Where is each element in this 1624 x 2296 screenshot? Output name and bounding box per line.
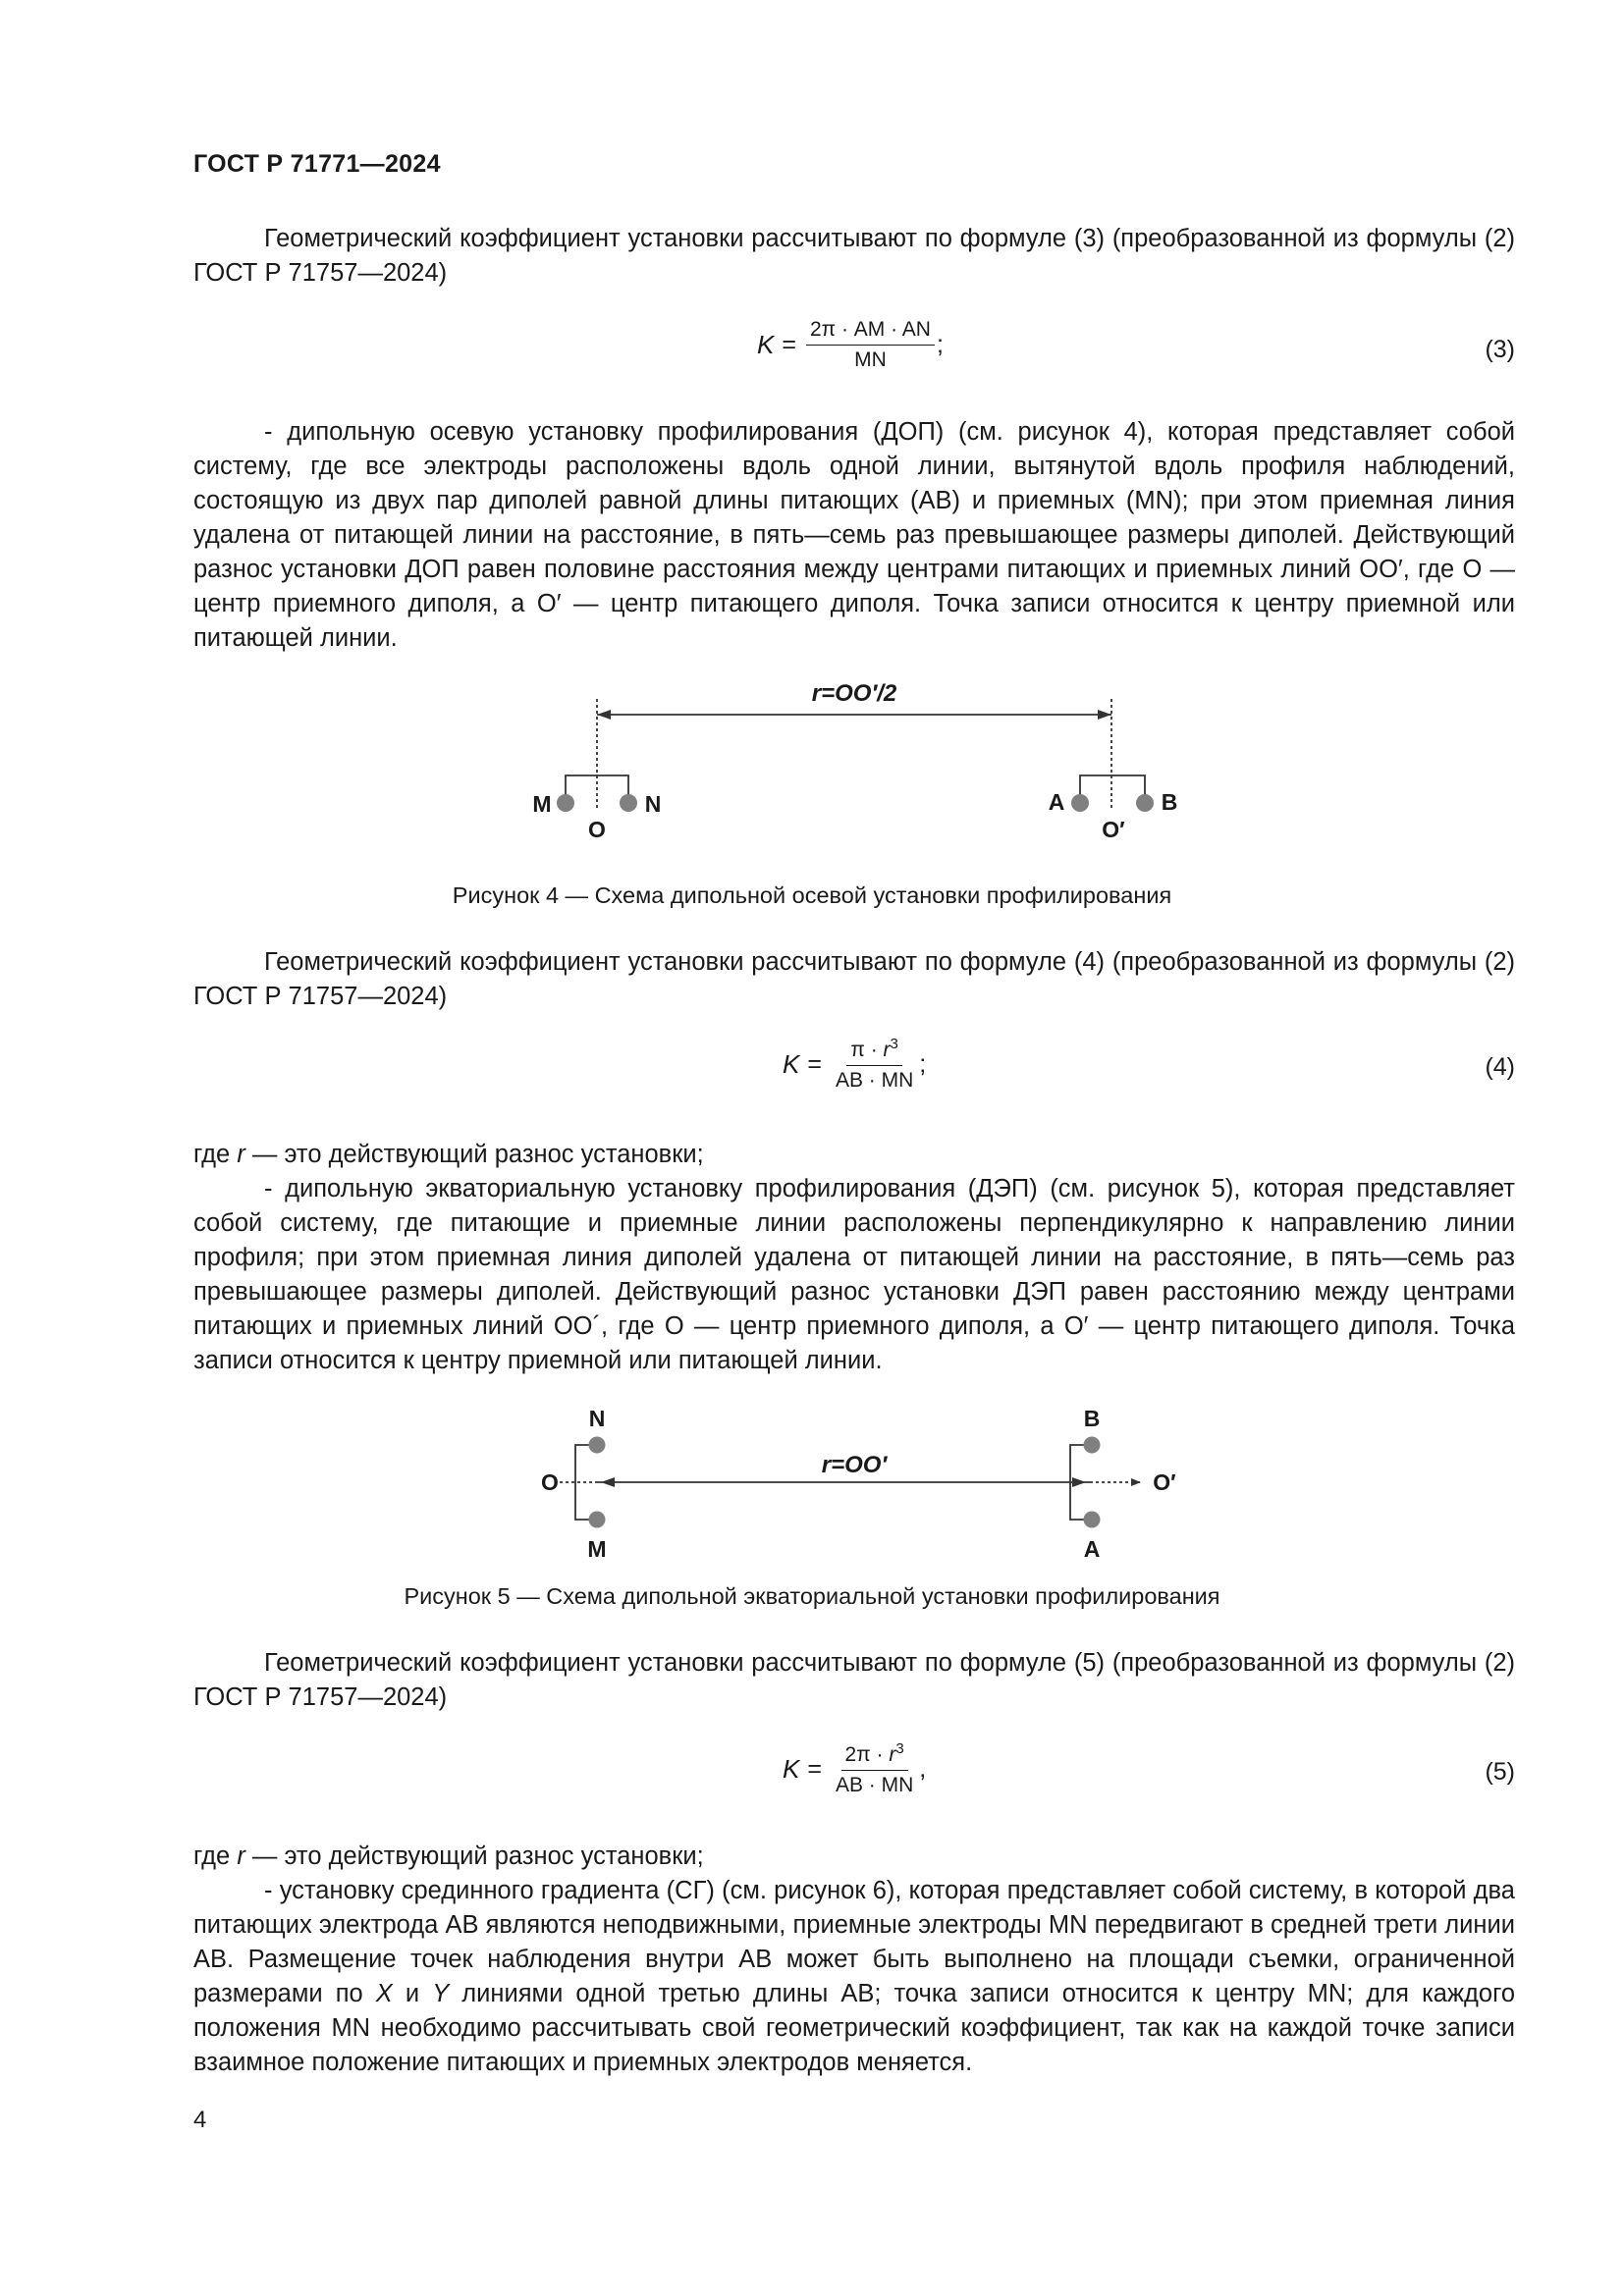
formula-4-num-prefix: π · (850, 1039, 884, 1061)
paragraph-7 (193, 1840, 1515, 2080)
page-number: 4 (193, 2107, 207, 2133)
formula-3-numerator: 2π · AM · AN (806, 318, 935, 346)
paragraph-7-pre: где (193, 1842, 238, 1870)
formula-4-num-exp: 3 (890, 1036, 898, 1052)
label-b: B (1161, 789, 1178, 815)
paragraph-3-text: Геометрический коэффициент установки рассчитывают по формуле (4) (преобразованной из формулы (2) ГОСТ Р 71757—2024) (193, 948, 1515, 1010)
formula-3-number: (3) (1485, 336, 1515, 363)
formula-5-num-prefix: 2π · (844, 1743, 890, 1766)
label-o-prime: O′ (1102, 817, 1125, 842)
figure-5-diagram (520, 1402, 1208, 1569)
formula-4-num-var: r (883, 1039, 891, 1061)
label-a-eq: A (1083, 1536, 1101, 1562)
paragraph-7-var: r (237, 1842, 245, 1870)
formula-3-punct: ; (936, 331, 944, 358)
formula-5 (193, 1740, 1515, 1809)
paragraph-5-text: - дипольную экваториальную установку профилирования (ДЭП) (см. рисунок 5), которая представляет собой систему, где питающие и приемные линии расположены перпендикулярно к направлению линии профиля; при этом приемная линия диполей удалена от питающей линии на расстояние, в пять—семь раз превышающее размеры диполей. Действующий разнос установки ДЭП равен расстоянию между центрами питающих и приемных линий OO´, где O — центр приемного диполя, а O′ — центр питающего диполя. Точка записи относится к центру приемной или питающей линии. (193, 1175, 1515, 1374)
paragraph-8-part-a: - установку срединного градиента (СГ) (см. рисунок 6), которая представляет собой систему, в которой два питающих электрода AB являются неподвижными, приемные электроды MN передвигают в средней трети линии AB. Размещение точек наблюдения внутри AB может быть выполнено на площади съемки, ограниченной размерами по (193, 1877, 1515, 2007)
electrode-a-eq (1084, 1512, 1101, 1528)
label-n-eq: N (588, 1406, 606, 1431)
formula-5-punct: , (919, 1754, 927, 1783)
formula-4-number: (4) (1485, 1053, 1515, 1081)
figure-4-caption: Рисунок 4 — Схема дипольной осевой установки профилирования (452, 882, 1172, 908)
figure-4-arrow-right (1098, 710, 1111, 720)
paragraph-7-post: — это действующий разнос установки; (244, 1842, 704, 1870)
paragraph-4-post: — это действующий разнос установки; (244, 1141, 704, 1168)
label-m-eq: M (587, 1536, 607, 1562)
document-header: ГОСТ Р 71771—2024 (193, 150, 441, 178)
figure-5-arrow-right (1072, 1477, 1086, 1487)
electrode-b (1136, 794, 1154, 812)
paragraph-1 (193, 222, 1515, 291)
formula-4-expression (783, 1036, 926, 1093)
paragraph-8-y: Y (432, 1980, 450, 2007)
label-n: N (644, 791, 662, 817)
formula-5-equals: = (807, 1754, 822, 1783)
formula-4-numerator (846, 1036, 902, 1066)
formula-4-punct: ; (919, 1049, 927, 1078)
paragraph-4-pre: где (193, 1141, 238, 1168)
label-b-eq: B (1083, 1406, 1101, 1431)
label-a: A (1048, 789, 1065, 815)
paragraph-8-part-b: линиями одной третью длины AB; точка записи относится к центру MN; для каждого положения MN необходимо рассчитывать свой геометрический коэффициент, так как на каждой точке записи взаимное положение питающих и приемных электродов меняется. (193, 1980, 1516, 2076)
paragraph-8-text (193, 1874, 1515, 2080)
figure-5-caption: Рисунок 5 — Схема дипольной экваториальной установки профилирования (404, 1583, 1220, 1609)
figure-4-distance-label: r=OO′/2 (811, 680, 897, 707)
formula-3-fraction (806, 318, 935, 372)
formula-5-numerator (841, 1740, 908, 1771)
paragraph-3 (193, 945, 1515, 1014)
figure-4-source-bracket (1080, 775, 1145, 797)
paragraph-1-text: Геометрический коэффициент установки рассчитывают по формуле (3) (преобразованной из формулы (2) ГОСТ Р 71757—2024) (193, 225, 1515, 287)
paragraph-2 (193, 415, 1515, 656)
formula-3-equals: = (782, 331, 796, 358)
electrode-m-eq (589, 1512, 606, 1528)
figure-4-arrow-left (597, 710, 611, 720)
paragraph-7-text (193, 1840, 1515, 1874)
figure-5-arrow-left (601, 1477, 615, 1487)
formula-3-denominator: MN (854, 348, 887, 371)
formula-5-fraction (832, 1740, 917, 1797)
formula-4-fraction (832, 1036, 917, 1093)
paragraph-4 (193, 1138, 1515, 1378)
paragraph-8-x: X (375, 1980, 393, 2007)
electrode-n-eq (589, 1437, 606, 1454)
paragraph-6-text: Геометрический коэффициент установки рассчитывают по формуле (5) (преобразованной из формулы (2) ГОСТ Р 71757—2024) (193, 1649, 1515, 1711)
paragraph-8-mid: и (392, 1980, 433, 2007)
formula-4 (193, 1036, 1515, 1104)
electrode-n (620, 794, 637, 812)
electrode-m (557, 794, 574, 812)
formula-4-denominator: AB · MN (835, 1069, 914, 1092)
paragraph-6 (193, 1646, 1515, 1715)
formula-3 (193, 318, 1515, 387)
label-o: O (588, 817, 606, 842)
formula-5-number: (5) (1485, 1758, 1515, 1786)
label-o-prime-eq: O′ (1153, 1469, 1176, 1495)
figure-5-arrow-out (1131, 1478, 1141, 1486)
formula-4-equals: = (807, 1049, 822, 1078)
label-m: M (532, 791, 552, 817)
formula-5-num-var: r (889, 1743, 896, 1766)
formula-5-num-exp: 3 (895, 1740, 904, 1757)
paragraph-2-text: - дипольную осевую установку профилирования (ДОП) (см. рисунок 4), которая представляет собой систему, где все электроды расположены вдоль одной линии, вытянутой вдоль профиля наблюдений, состоящую из двух пар диполей равной длины питающих (AB) и приемных (MN); при этом приемная линия удалена от питающей линии на расстояние, в пять—семь раз превышающее размеры диполей. Действующий разнос установки ДОП равен половине расстояния между центрами питающих и приемных линий OO′, где O — центр приемного диполя, а O′ — центр питающего диполя. Точка записи относится к центру приемной или питающей линии. (193, 418, 1515, 652)
formula-4-lhs: K (783, 1048, 800, 1079)
paragraph-4-text (193, 1138, 1515, 1172)
formula-3-expression (757, 318, 944, 372)
label-o-eq: O (541, 1469, 559, 1495)
paragraph-4-var: r (237, 1141, 245, 1168)
formula-3-lhs: K (757, 330, 775, 359)
figure-5-distance-label: r=OO′ (821, 1452, 888, 1478)
formula-5-denominator: AB · MN (835, 1774, 914, 1796)
formula-5-expression (783, 1740, 926, 1797)
electrode-b-eq (1084, 1437, 1101, 1454)
figure-4-diagram (511, 677, 1198, 854)
electrode-a (1071, 794, 1089, 812)
formula-5-lhs: K (783, 1753, 800, 1784)
